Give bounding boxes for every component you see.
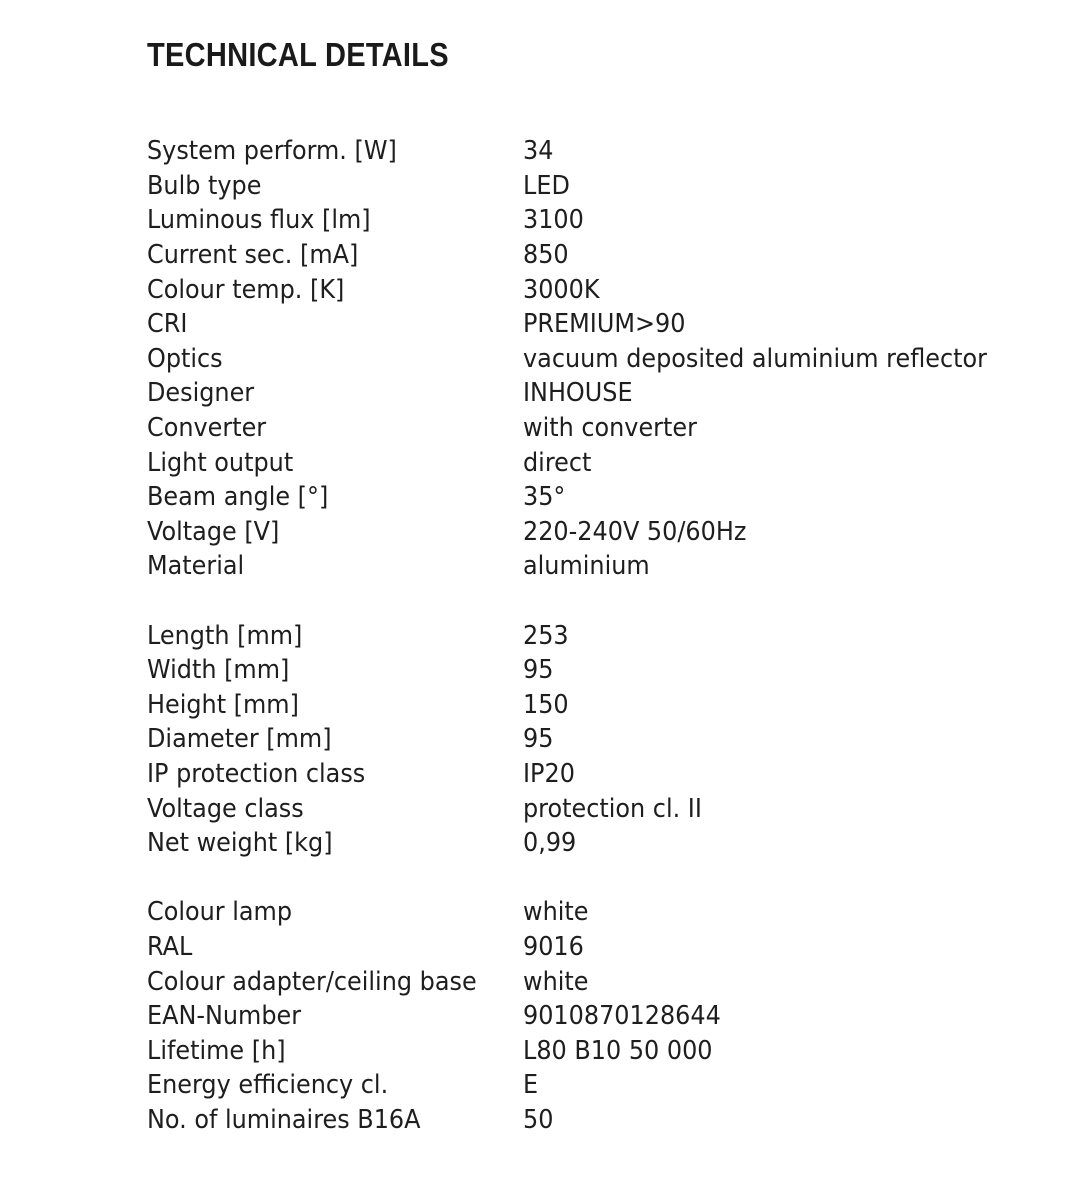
page-title: TECHNICAL DETAILS: [147, 36, 449, 73]
spec-row: [147, 1103, 1047, 1138]
spec-label: Material: [147, 551, 245, 582]
spec-row: [147, 930, 1047, 965]
spec-label: CRI: [147, 309, 188, 340]
spec-value: LED: [523, 170, 570, 201]
spec-label: Net weight [kg]: [147, 828, 333, 859]
spec-label: Voltage [V]: [147, 516, 280, 547]
spec-value: 850: [523, 240, 569, 271]
spec-row: [147, 999, 1047, 1034]
spec-value: 35°: [523, 482, 566, 513]
spec-value: 9010870128644: [523, 1001, 721, 1032]
spec-row: [147, 411, 1047, 446]
spec-label: Converter: [147, 413, 267, 444]
spec-label: Optics: [147, 343, 223, 374]
spec-label: Colour adapter/ceiling base: [147, 966, 477, 997]
spec-value: 9016: [523, 931, 584, 962]
spec-value: 220-240V 50/60Hz: [523, 516, 747, 547]
spec-label: RAL: [147, 931, 193, 962]
spec-value: white: [523, 897, 589, 928]
spec-row: [147, 169, 1047, 204]
spec-value: 95: [523, 724, 554, 755]
spec-label: Designer: [147, 378, 255, 409]
spec-label: Diameter [mm]: [147, 724, 332, 755]
spec-label: Luminous flux [lm]: [147, 205, 371, 236]
spec-value: INHOUSE: [523, 378, 633, 409]
spec-value: 150: [523, 689, 569, 720]
spec-row: [147, 618, 1047, 653]
spec-row: [147, 895, 1047, 930]
spec-label: Bulb type: [147, 170, 262, 201]
spec-value: with converter: [523, 413, 697, 444]
spec-value: L80 B10 50 000: [523, 1035, 713, 1066]
spec-row: [147, 376, 1047, 411]
spec-value: IP20: [523, 758, 575, 789]
spec-label: Lifetime [h]: [147, 1035, 286, 1066]
spec-row: [147, 1068, 1047, 1103]
spec-group: [147, 895, 1047, 1137]
spec-row: [147, 342, 1047, 377]
spec-row: [147, 238, 1047, 273]
spec-row: [147, 1033, 1047, 1068]
spec-row: [147, 653, 1047, 688]
spec-label: Current sec. [mA]: [147, 240, 359, 271]
spec-row: [147, 445, 1047, 480]
spec-label: Colour lamp: [147, 897, 293, 928]
spec-label: Voltage class: [147, 793, 304, 824]
spec-label: No. of luminaires B16A: [147, 1104, 421, 1135]
spec-label: System perform. [W]: [147, 136, 397, 167]
spec-row: [147, 134, 1047, 169]
spec-value: 3100: [523, 205, 584, 236]
spec-groups: [147, 134, 1047, 1172]
spec-label: Energy efficiency cl.: [147, 1070, 389, 1101]
spec-group: [147, 618, 1047, 860]
spec-value: white: [523, 966, 589, 997]
spec-row: [147, 307, 1047, 342]
spec-label: Height [mm]: [147, 689, 299, 720]
spec-value: protection cl. II: [523, 793, 702, 824]
spec-value: direct: [523, 447, 592, 478]
spec-label: Beam angle [°]: [147, 482, 329, 513]
spec-label: EAN-Number: [147, 1001, 302, 1032]
spec-row: [147, 480, 1047, 515]
spec-group: [147, 134, 1047, 584]
spec-label: Light output: [147, 447, 294, 478]
spec-value: 3000K: [523, 274, 600, 305]
spec-row: [147, 964, 1047, 999]
spec-value: 34: [523, 136, 554, 167]
spec-row: [147, 203, 1047, 238]
spec-row: [147, 826, 1047, 861]
spec-label: Colour temp. [K]: [147, 274, 345, 305]
spec-row: [147, 791, 1047, 826]
spec-value: 253: [523, 620, 569, 651]
spec-value: PREMIUM>90: [523, 309, 686, 340]
spec-row: [147, 549, 1047, 584]
spec-value: aluminium: [523, 551, 650, 582]
spec-row: [147, 757, 1047, 792]
spec-row: [147, 515, 1047, 550]
spec-label: Length [mm]: [147, 620, 303, 651]
spec-row: [147, 722, 1047, 757]
spec-row: [147, 688, 1047, 723]
spec-value: E: [523, 1070, 539, 1101]
spec-label: Width [mm]: [147, 655, 290, 686]
spec-value: 0,99: [523, 828, 577, 859]
spec-value: 95: [523, 655, 554, 686]
spec-value: 50: [523, 1104, 554, 1135]
spec-label: IP protection class: [147, 758, 366, 789]
spec-value: vacuum deposited aluminium reflector: [523, 343, 987, 374]
spec-row: [147, 272, 1047, 307]
